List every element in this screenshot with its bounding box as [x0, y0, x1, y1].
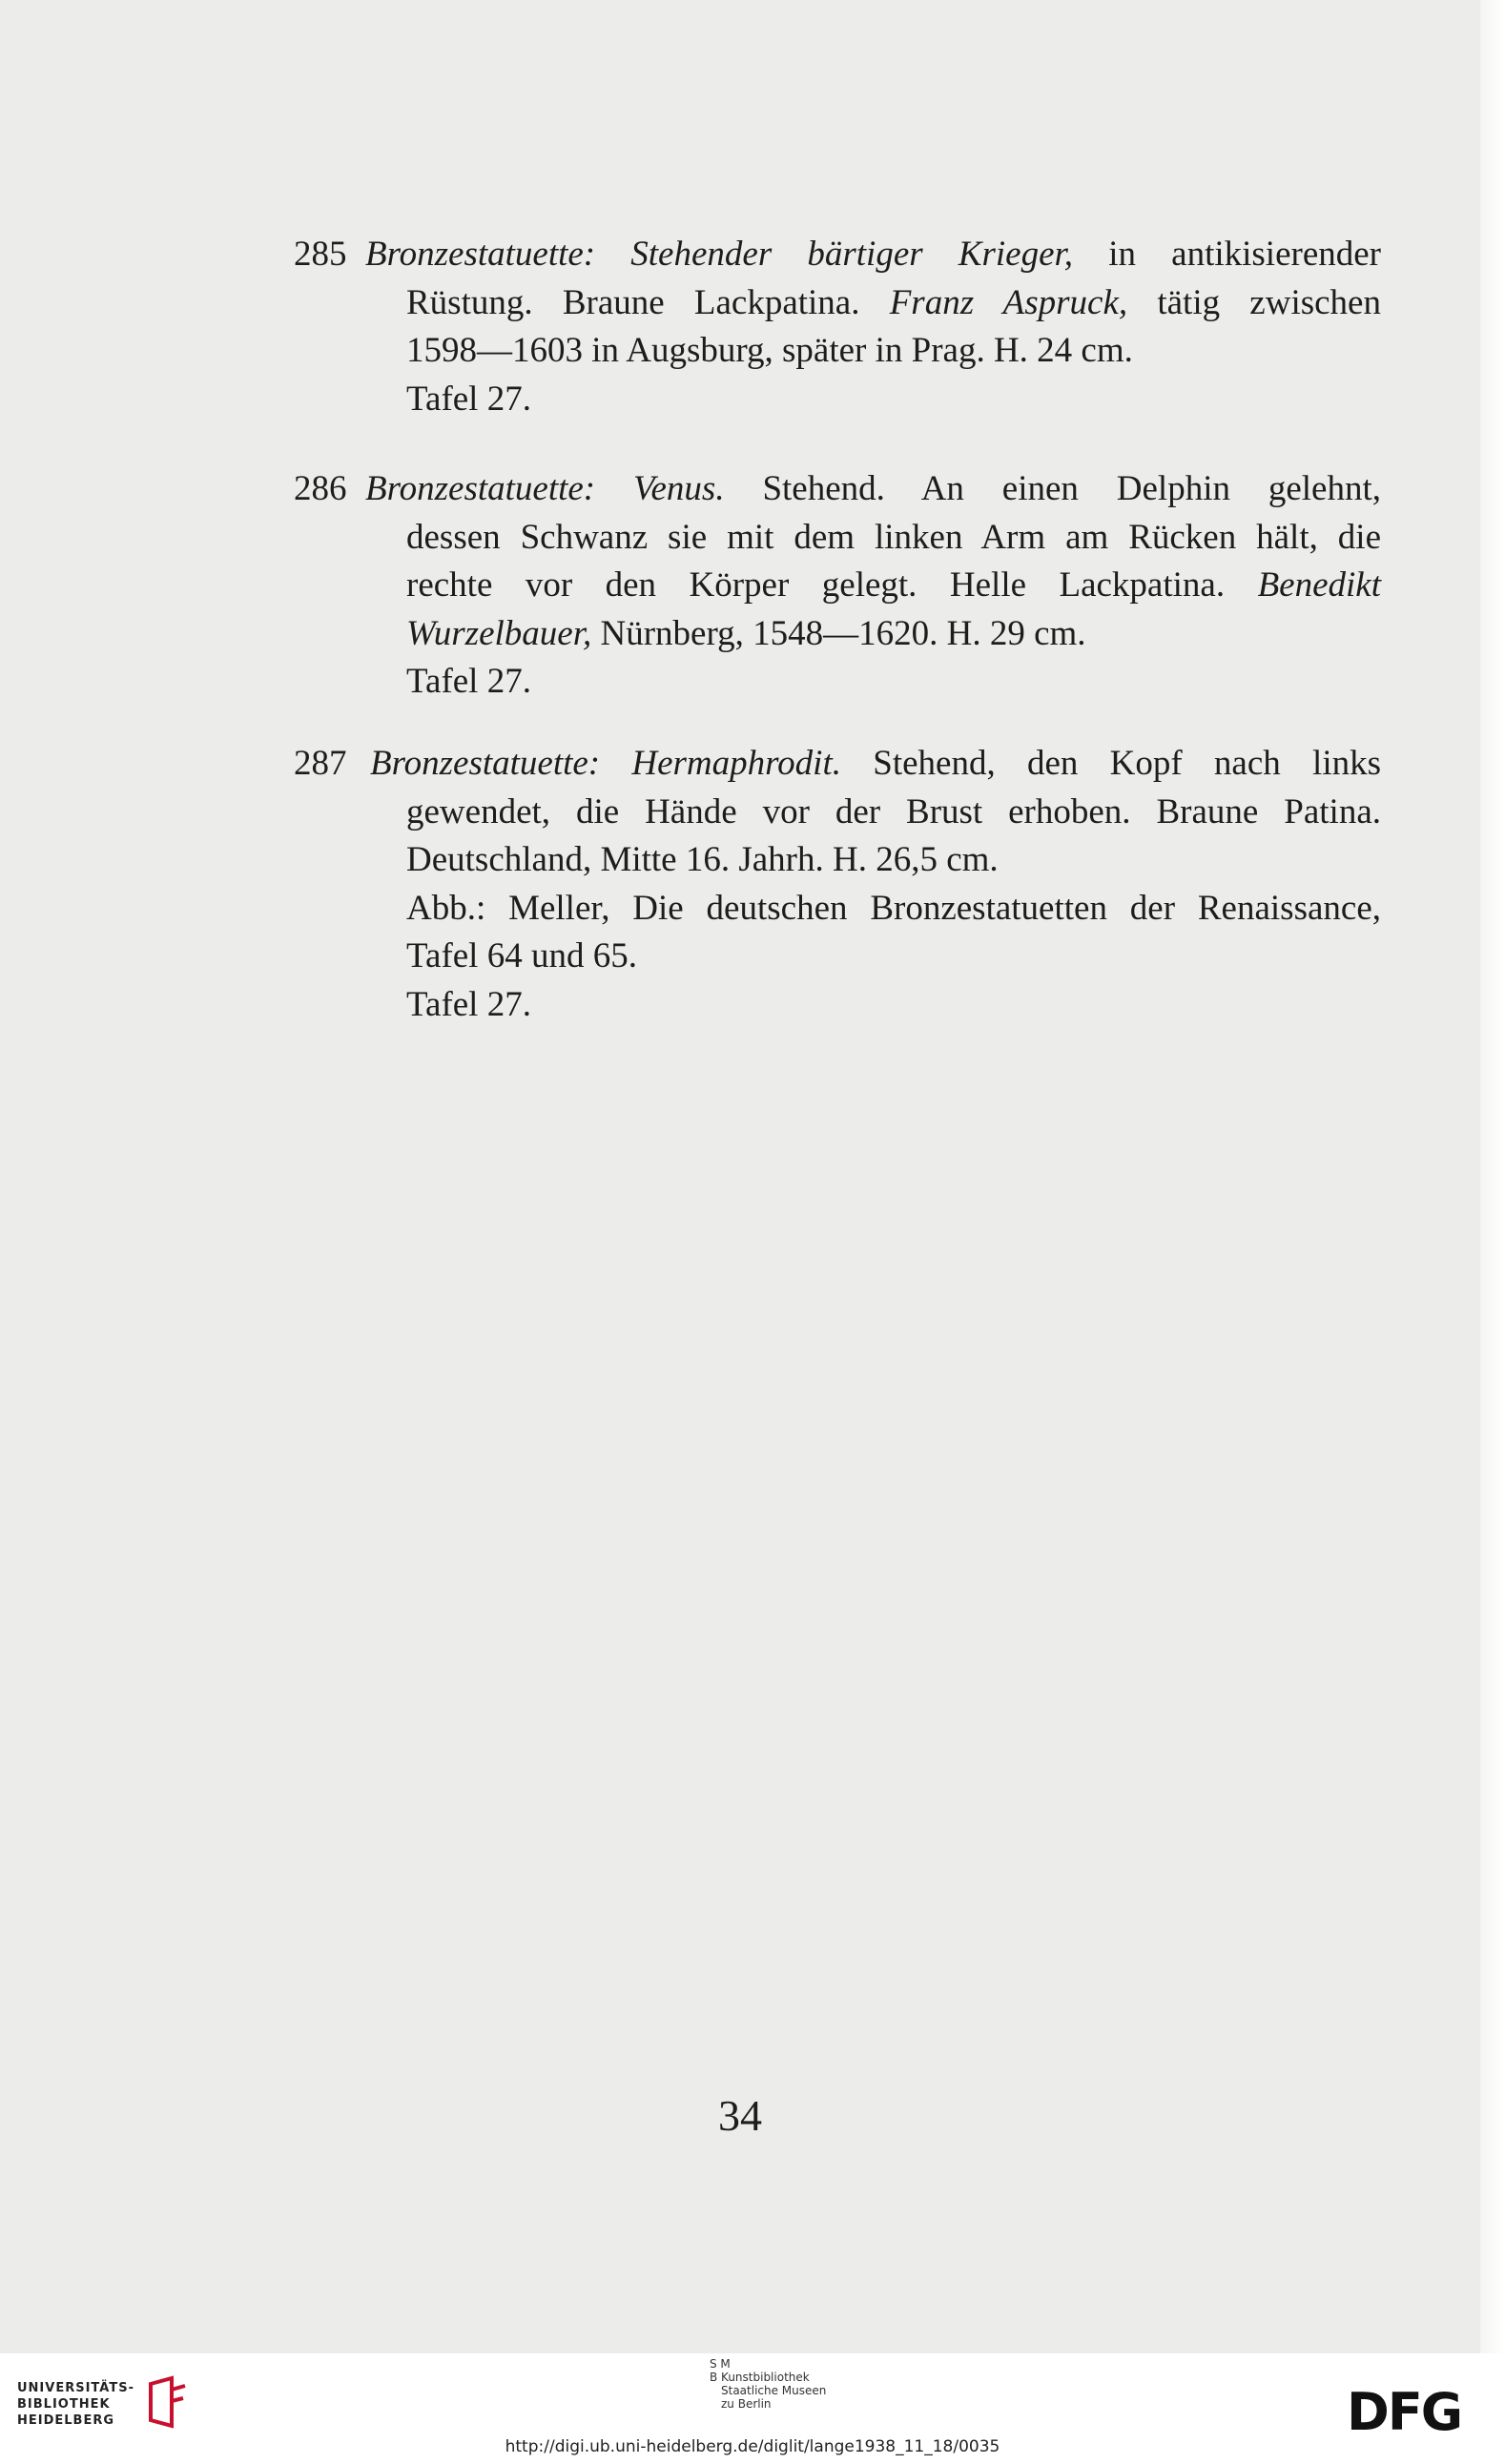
page-edge: [1480, 0, 1505, 2353]
entry-title: Bronzestatuette: Hermaphrodit.: [370, 744, 841, 783]
entry-line: rechte vor den Körper gelegt. Helle Lackpatina. Benedikt: [406, 565, 1381, 605]
entry-title: Bronzestatuette: Stehender bärtiger Krieger,: [365, 235, 1074, 274]
dfg-logo[interactable]: DFG: [1347, 2382, 1462, 2442]
entry-line: Bronzestatuette: Venus. Stehend. An einen Delphin gelehnt,: [365, 469, 1381, 508]
entry-number: 285: [294, 235, 347, 274]
entry-line: Wurzelbauer, Nürnberg, 1548—1620. H. 29 cm.: [406, 613, 1086, 653]
entry-number: 286: [294, 469, 347, 508]
entry-title: Bronzestatuette: Venus.: [365, 469, 725, 508]
artist-name: Wurzelbauer,: [406, 613, 592, 653]
sm-kunstbibliothek-logo[interactable]: S M B Kunstbibliothek Staatliche Museen zu Berlin: [710, 2357, 827, 2411]
university-mark-icon: [143, 2374, 191, 2432]
entry-plate: Tafel 27.: [406, 984, 531, 1024]
entry-line: Deutschland, Mitte 16. Jahrh. H. 26,5 cm.: [406, 840, 999, 879]
university-library-logo[interactable]: UNIVERSITÄTS- BIBLIOTHEK HEIDELBERG: [17, 2381, 134, 2428]
entry-line: Tafel 64 und 65.: [406, 936, 637, 975]
page-number: 34: [718, 2091, 762, 2140]
entry-plate: Tafel 27.: [406, 662, 531, 701]
permalink-url[interactable]: http://digi.ub.uni-heidelberg.de/diglit/lange1938_11_18/0035: [505, 2437, 1000, 2456]
entry-line: gewendet, die Hände vor der Brust erhoben. Braune Patina.: [406, 791, 1381, 832]
entry-number: 287: [294, 744, 347, 783]
artist-name: Franz Aspruck,: [889, 282, 1128, 322]
entry-reference: Abb.: Meller, Die deutschen Bronzestatuetten der Renaissance,: [406, 888, 1381, 928]
catalog-entry-287: [294, 740, 1381, 1029]
entry-line: Bronzestatuette: Stehender bärtiger Krieger, in antikisierender: [365, 235, 1381, 274]
entry-plate: Tafel 27.: [406, 379, 531, 419]
entry-line: 1598—1603 in Augsburg, später in Prag. H. 24 cm.: [406, 331, 1133, 370]
catalog-entry-286: [294, 465, 1381, 707]
entry-line: Rüstung. Braune Lackpatina. Franz Aspruck, tätig zwischen: [406, 282, 1381, 322]
catalog-entry-285: [294, 231, 1381, 423]
entry-line: dessen Schwanz sie mit dem linken Arm am Rücken hält, die: [406, 517, 1381, 557]
artist-name: Benedikt: [1257, 565, 1381, 605]
entry-line: Bronzestatuette: Hermaphrodit. Stehend, den Kopf nach links: [370, 744, 1381, 783]
